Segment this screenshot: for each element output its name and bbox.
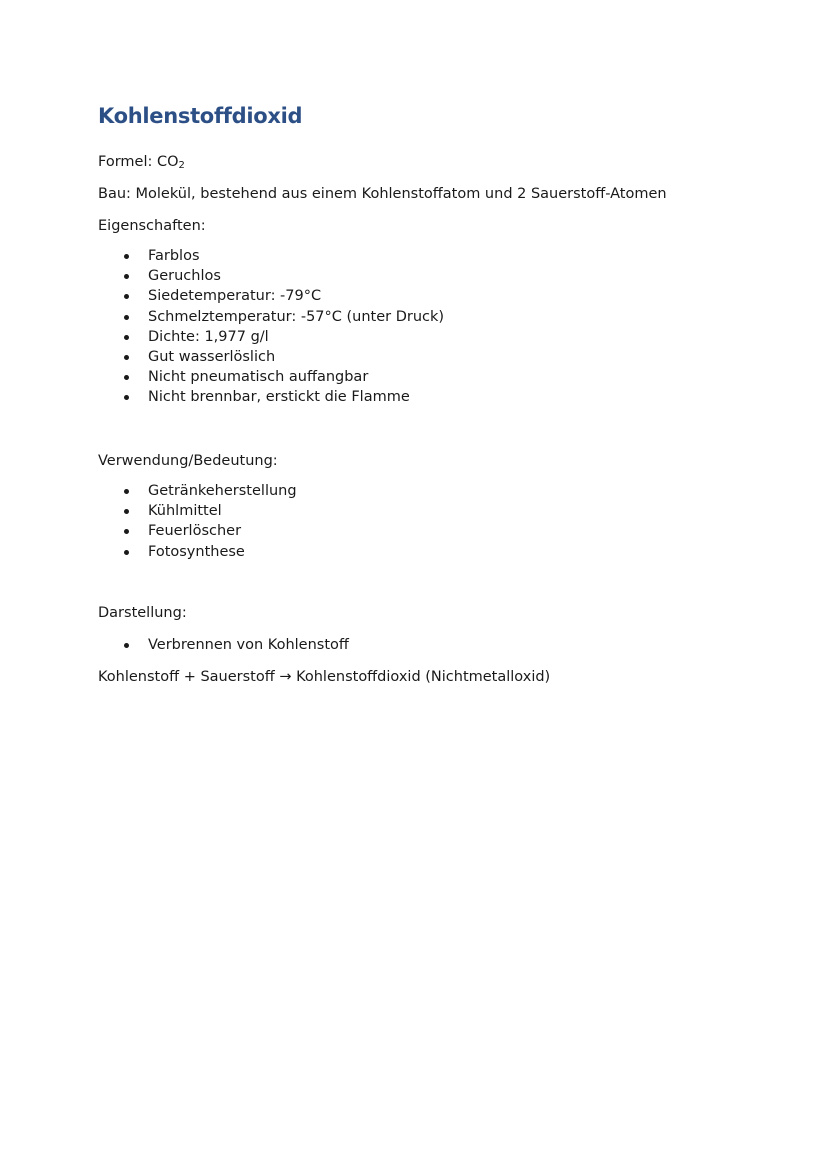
list-item: [0, 347, 444, 367]
bullet-icon: [124, 355, 129, 360]
list-item-text: Getränkeherstellung: [148, 483, 297, 499]
formula-subscript: 2: [178, 160, 185, 171]
list-item: [0, 387, 444, 407]
bullet-icon: [124, 375, 129, 380]
preparation-heading: Darstellung:: [98, 605, 187, 621]
list-item: [0, 501, 297, 521]
list-item-text: Verbrennen von Kohlenstoff: [148, 637, 349, 653]
list-item: [0, 307, 444, 327]
reaction-equation: Kohlenstoff + Sauerstoff → Kohlenstoffdioxid (Nichtmetalloxid): [98, 669, 551, 685]
list-item: [0, 266, 444, 286]
bullet-icon: [124, 643, 129, 648]
list-item: [0, 246, 444, 266]
list-item-text: Kühlmittel: [148, 503, 222, 520]
usage-heading: Verwendung/Bedeutung:: [98, 453, 278, 469]
list-item-text: Siedetemperatur: -79°C: [148, 288, 322, 305]
bullet-icon: [124, 550, 129, 555]
list-item: [0, 542, 297, 562]
list-item: [0, 327, 444, 347]
list-item: [0, 367, 444, 387]
usage-list: [0, 481, 297, 562]
list-item: [0, 481, 297, 501]
bullet-icon: [124, 294, 129, 299]
list-item-text: Schmelztemperatur: -57°C (unter Druck): [148, 308, 445, 325]
list-item-text: Feuerlöscher: [148, 523, 242, 540]
properties-list: [0, 246, 444, 408]
list-item-text: Dichte: 1,977 g/l: [148, 328, 269, 345]
preparation-list: [0, 635, 349, 655]
formula-text: Formel: CO: [98, 154, 179, 170]
bullet-icon: [124, 509, 129, 514]
list-item-text: Geruchlos: [148, 268, 221, 285]
page-title: Kohlenstoffdioxid: [98, 104, 303, 128]
bullet-icon: [124, 529, 129, 534]
list-item: [0, 635, 349, 655]
list-item-text: Farblos: [148, 248, 200, 264]
bullet-icon: [124, 274, 129, 279]
bullet-icon: [124, 489, 129, 494]
bullet-icon: [124, 254, 129, 259]
list-item: [0, 521, 297, 541]
bullet-icon: [124, 335, 129, 340]
bullet-icon: [124, 315, 129, 320]
list-item-text: Nicht pneumatisch auffangbar: [148, 369, 369, 386]
list-item: [0, 286, 444, 306]
list-item-text: Fotosynthese: [148, 543, 245, 560]
properties-heading: Eigenschaften:: [98, 218, 206, 234]
list-item-text: Gut wasserlöslich: [148, 349, 276, 366]
list-item-text: Nicht brennbar, erstickt die Flamme: [148, 389, 410, 406]
structure-line: Bau: Molekül, bestehend aus einem Kohlenstoffatom und 2 Sauerstoff-Atomen: [98, 186, 667, 202]
bullet-icon: [124, 395, 129, 400]
formula-line: [98, 152, 185, 176]
